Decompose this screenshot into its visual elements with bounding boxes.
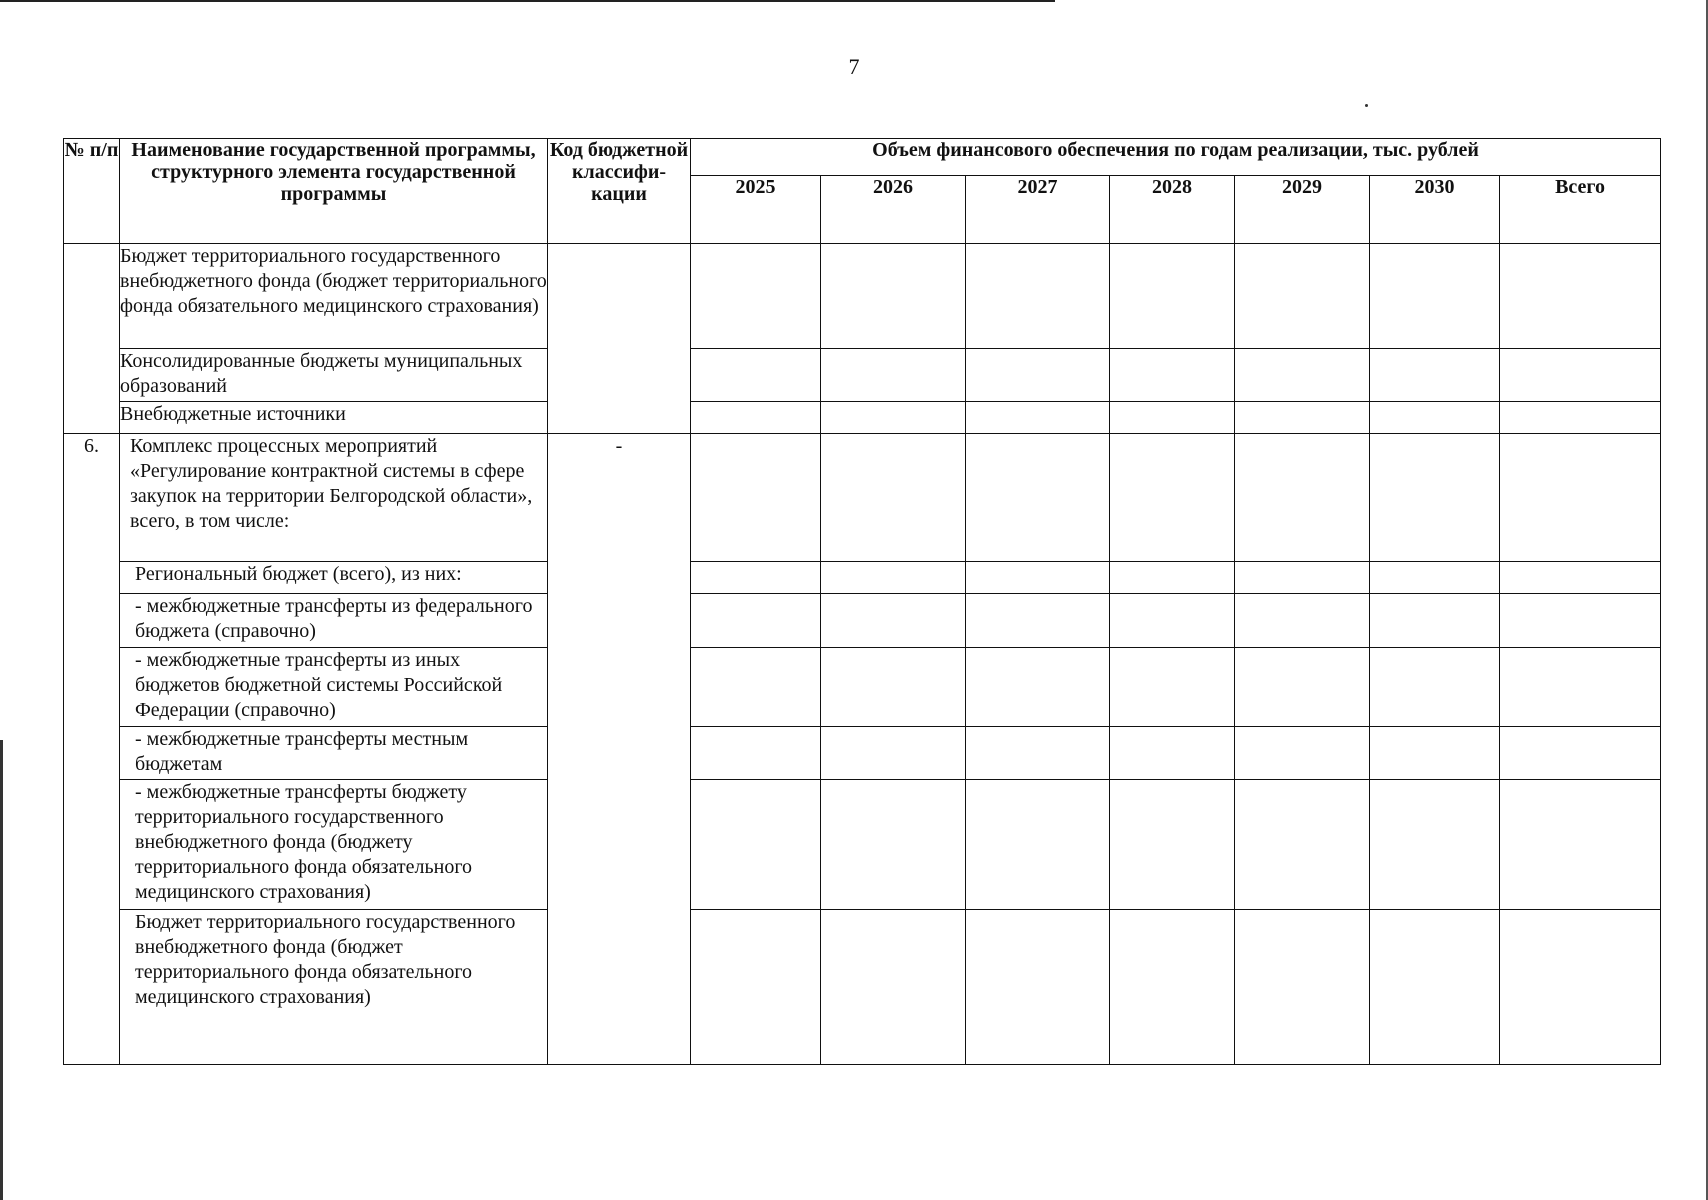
cell-2027	[966, 349, 1110, 402]
cell-2029	[1235, 594, 1370, 648]
cell-2028	[1110, 648, 1235, 727]
cell-2030	[1370, 727, 1500, 780]
scan-border-left	[0, 740, 3, 1200]
row-num	[64, 244, 120, 434]
cell-2029	[1235, 648, 1370, 727]
header-year-2029: 2029	[1235, 176, 1370, 244]
cell-2027	[966, 244, 1110, 349]
cell-2027	[966, 648, 1110, 727]
header-total: Всего	[1500, 176, 1661, 244]
cell-2026	[821, 727, 966, 780]
table-row	[64, 780, 1661, 910]
cell-total	[1500, 727, 1661, 780]
cell-2026	[821, 910, 966, 1065]
header-year-2026: 2026	[821, 176, 966, 244]
cell-total	[1500, 910, 1661, 1065]
table-row	[64, 402, 1661, 434]
header-name: Наименование государственной программы, структурного элемента государственной программы	[120, 139, 548, 244]
row-num: 6.	[64, 434, 120, 1065]
header-year-2030: 2030	[1370, 176, 1500, 244]
cell-2025	[691, 562, 821, 594]
cell-total	[1500, 594, 1661, 648]
cell-total	[1500, 780, 1661, 910]
cell-2027	[966, 780, 1110, 910]
table-row	[64, 910, 1661, 1065]
cell-2026	[821, 648, 966, 727]
row-name: Бюджет территориального государственного внебюджетного фонда (бюджет территориального фонда обязательного медицинского страхования)	[120, 910, 548, 1065]
cell-2028	[1110, 562, 1235, 594]
page-number: 7	[848, 54, 860, 79]
cell-2030	[1370, 349, 1500, 402]
header-code: Код бюджетной классифи-кации	[548, 139, 691, 244]
cell-2030	[1370, 594, 1500, 648]
header-volume: Объем финансового обеспечения по годам реализации, тыс. рублей	[691, 139, 1661, 176]
cell-2026	[821, 402, 966, 434]
cell-2028	[1110, 244, 1235, 349]
cell-2028	[1110, 434, 1235, 562]
cell-2027	[966, 594, 1110, 648]
scan-border-top	[0, 0, 1055, 2]
table-row	[64, 434, 1661, 562]
header-year-2025: 2025	[691, 176, 821, 244]
cell-2027	[966, 434, 1110, 562]
row-name: - межбюджетные трансферты из иных бюджетов бюджетной системы Российской Федерации (справочно)	[120, 648, 548, 727]
cell-2025	[691, 780, 821, 910]
table-row	[64, 244, 1661, 349]
cell-2029	[1235, 244, 1370, 349]
cell-total	[1500, 244, 1661, 349]
cell-2030	[1370, 648, 1500, 727]
row-name: Комплекс процессных мероприятий «Регулирование контрактной системы в сфере закупок на территории Белгородской области», всего, в том числе:	[120, 434, 548, 562]
cell-2030	[1370, 244, 1500, 349]
row-name: Внебюджетные источники	[120, 402, 548, 434]
row-name: - межбюджетные трансферты местным бюджетам	[120, 727, 548, 780]
table-row	[64, 594, 1661, 648]
cell-2030	[1370, 402, 1500, 434]
cell-total	[1500, 402, 1661, 434]
scan-speck	[1365, 104, 1368, 107]
cell-2025	[691, 727, 821, 780]
cell-2029	[1235, 910, 1370, 1065]
cell-2030	[1370, 562, 1500, 594]
row-name: Консолидированные бюджеты муниципальных образований	[120, 349, 548, 402]
row-code	[548, 244, 691, 434]
header-num: № п/п	[64, 139, 120, 244]
row-code: -	[548, 434, 691, 1065]
row-name: - межбюджетные трансферты бюджету территориального государственного внебюджетного фонда (бюджету территориального фонда обязательного медицинского страхования)	[120, 780, 548, 910]
cell-total	[1500, 434, 1661, 562]
cell-2026	[821, 780, 966, 910]
cell-2025	[691, 244, 821, 349]
cell-2029	[1235, 402, 1370, 434]
table-row	[64, 648, 1661, 727]
cell-2025	[691, 434, 821, 562]
cell-2029	[1235, 727, 1370, 780]
cell-total	[1500, 562, 1661, 594]
cell-2028	[1110, 727, 1235, 780]
cell-2026	[821, 562, 966, 594]
row-name: Бюджет территориального государственного внебюджетного фонда (бюджет территориального фонда обязательного медицинского страхования)	[120, 244, 548, 349]
cell-total	[1500, 349, 1661, 402]
cell-2026	[821, 594, 966, 648]
cell-2028	[1110, 349, 1235, 402]
cell-2028	[1110, 594, 1235, 648]
cell-2029	[1235, 562, 1370, 594]
cell-2029	[1235, 780, 1370, 910]
cell-2025	[691, 402, 821, 434]
cell-2025	[691, 648, 821, 727]
financing-table	[63, 138, 1661, 1065]
cell-2026	[821, 434, 966, 562]
header-year-2028: 2028	[1110, 176, 1235, 244]
cell-total	[1500, 648, 1661, 727]
cell-2028	[1110, 780, 1235, 910]
cell-2028	[1110, 910, 1235, 1065]
cell-2027	[966, 402, 1110, 434]
cell-2025	[691, 910, 821, 1065]
header-year-2027: 2027	[966, 176, 1110, 244]
cell-2025	[691, 594, 821, 648]
cell-2027	[966, 562, 1110, 594]
cell-2030	[1370, 434, 1500, 562]
table-row	[64, 349, 1661, 402]
table-row	[64, 727, 1661, 780]
cell-2029	[1235, 349, 1370, 402]
row-name: - межбюджетные трансферты из федерального бюджета (справочно)	[120, 594, 548, 648]
cell-2027	[966, 910, 1110, 1065]
cell-2027	[966, 727, 1110, 780]
row-name: Региональный бюджет (всего), из них:	[120, 562, 548, 594]
cell-2026	[821, 244, 966, 349]
cell-2030	[1370, 780, 1500, 910]
cell-2029	[1235, 434, 1370, 562]
cell-2025	[691, 349, 821, 402]
cell-2028	[1110, 402, 1235, 434]
table-row	[64, 562, 1661, 594]
cell-2026	[821, 349, 966, 402]
cell-2030	[1370, 910, 1500, 1065]
